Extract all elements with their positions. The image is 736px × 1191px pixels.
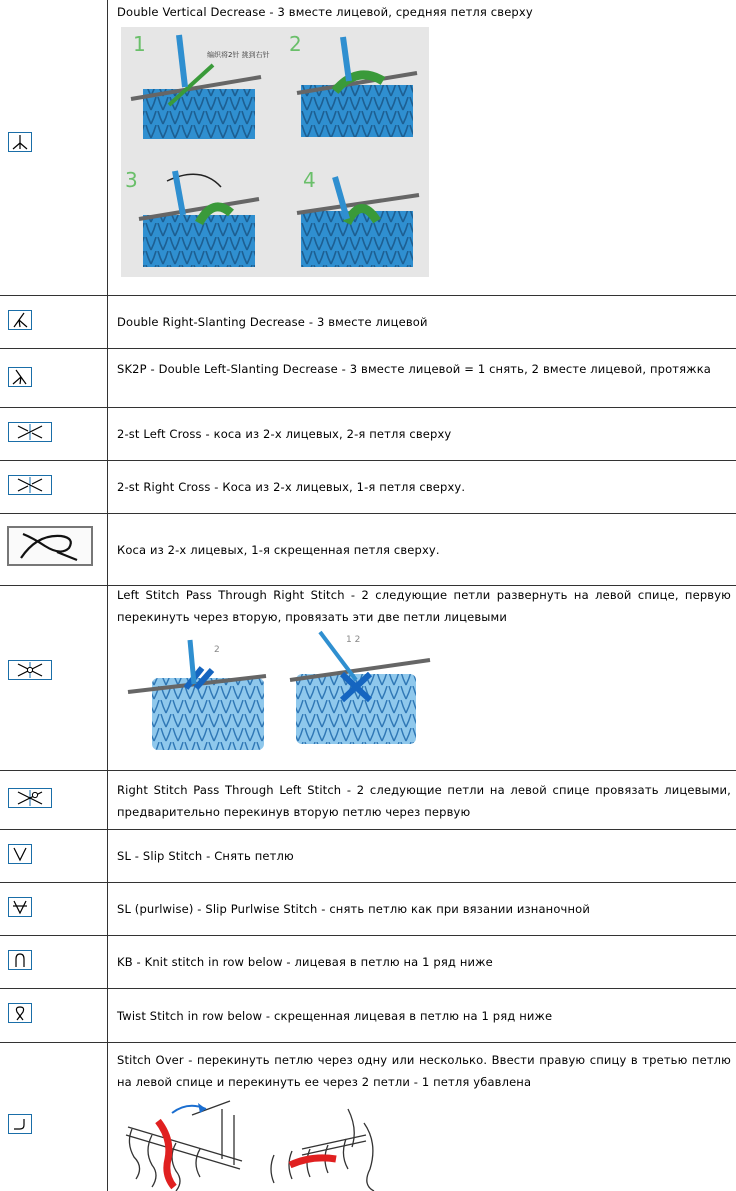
knit-below-symbol [8,950,32,970]
table-row [0,1043,736,1191]
left-cross-symbol [8,422,52,442]
row-label: Double Vertical Decrease - 3 вместе лицевой, средняя петля сверху [117,5,533,19]
figure-caption: 编织将2针 挑到右针 [207,51,270,59]
row-label: Коса из 2-х лицевых, 1-я скрещенная петля сверху. [117,542,440,557]
table-row [0,586,736,770]
row-label: SL (purlwise) - Slip Purlwise Stitch - снять петлю как при вязании изнаночной [117,902,590,916]
table-row [0,0,736,295]
table-row [0,936,736,988]
twisted-cross-symbol [7,526,93,566]
double-vertical-decrease-illustration [121,27,429,277]
stitch-over-illustration [122,1099,392,1191]
row-label: Stitch Over - перекинуть петлю через одну или несколько. Ввести правую спицу в третью петлю на левой спице и перекинуть ее через 2 петли - 1 петля убавлена [117,1053,731,1089]
row-label: 2-st Right Cross - Коса из 2-х лицевых, 1-я петля сверху. [117,480,466,494]
figure-number: 2 [214,645,220,655]
table-row [0,989,736,1042]
pass-through-illustration [124,630,440,754]
figure-number: 3 [125,168,138,192]
row-label: Right Stitch Pass Through Left Stitch - 2 следующие петли на левой спице провязать лицевыми, предварительно перекинув вторую петлю через первую [117,783,731,819]
table-row [0,883,736,935]
table-row [0,461,736,513]
row-label: Left Stitch Pass Through Right Stitch - 2 следующие петли развернуть на левой спице, первую перекинуть через вторую, провязать эти две петли лицевыми [117,588,731,624]
right-cross-symbol [8,475,52,495]
table-row [0,514,736,585]
row-label: SL - Slip Stitch - Снять петлю [117,849,294,863]
sk2p-symbol [8,367,32,387]
slip-purlwise-symbol [8,897,32,917]
row-label: Twist Stitch in row below - скрещенная лицевая в петлю на 1 ряд ниже [117,1008,553,1023]
table-row [0,830,736,882]
row-label: 2-st Left Cross - коса из 2-х лицевых, 2-я петля сверху [117,427,452,441]
stitch-over-symbol [8,1114,32,1134]
slip-stitch-symbol [8,844,32,864]
row-label: SK2P - Double Left-Slanting Decrease - 3 вместе лицевой = 1 снять, 2 вместе лицевой, протяжка [117,362,711,376]
figure-number: 1 [133,32,146,56]
table-row [0,408,736,460]
figure-number: 4 [303,168,316,192]
figure-number: 2 [289,32,302,56]
twist-below-symbol [8,1003,32,1023]
figure-number: 1 2 [346,635,361,645]
row-label: KB - Knit stitch in row below - лицевая в петлю на 1 ряд ниже [117,955,493,969]
right-pass-through-symbol [8,788,52,808]
table-row [0,296,736,348]
double-vertical-decrease-symbol [8,132,32,152]
row-label: Double Right-Slanting Decrease - 3 вместе лицевой [117,315,428,329]
left-pass-through-symbol [8,660,52,680]
table-row [0,349,736,407]
table-row [0,771,736,829]
double-right-slanting-decrease-symbol [8,310,32,330]
